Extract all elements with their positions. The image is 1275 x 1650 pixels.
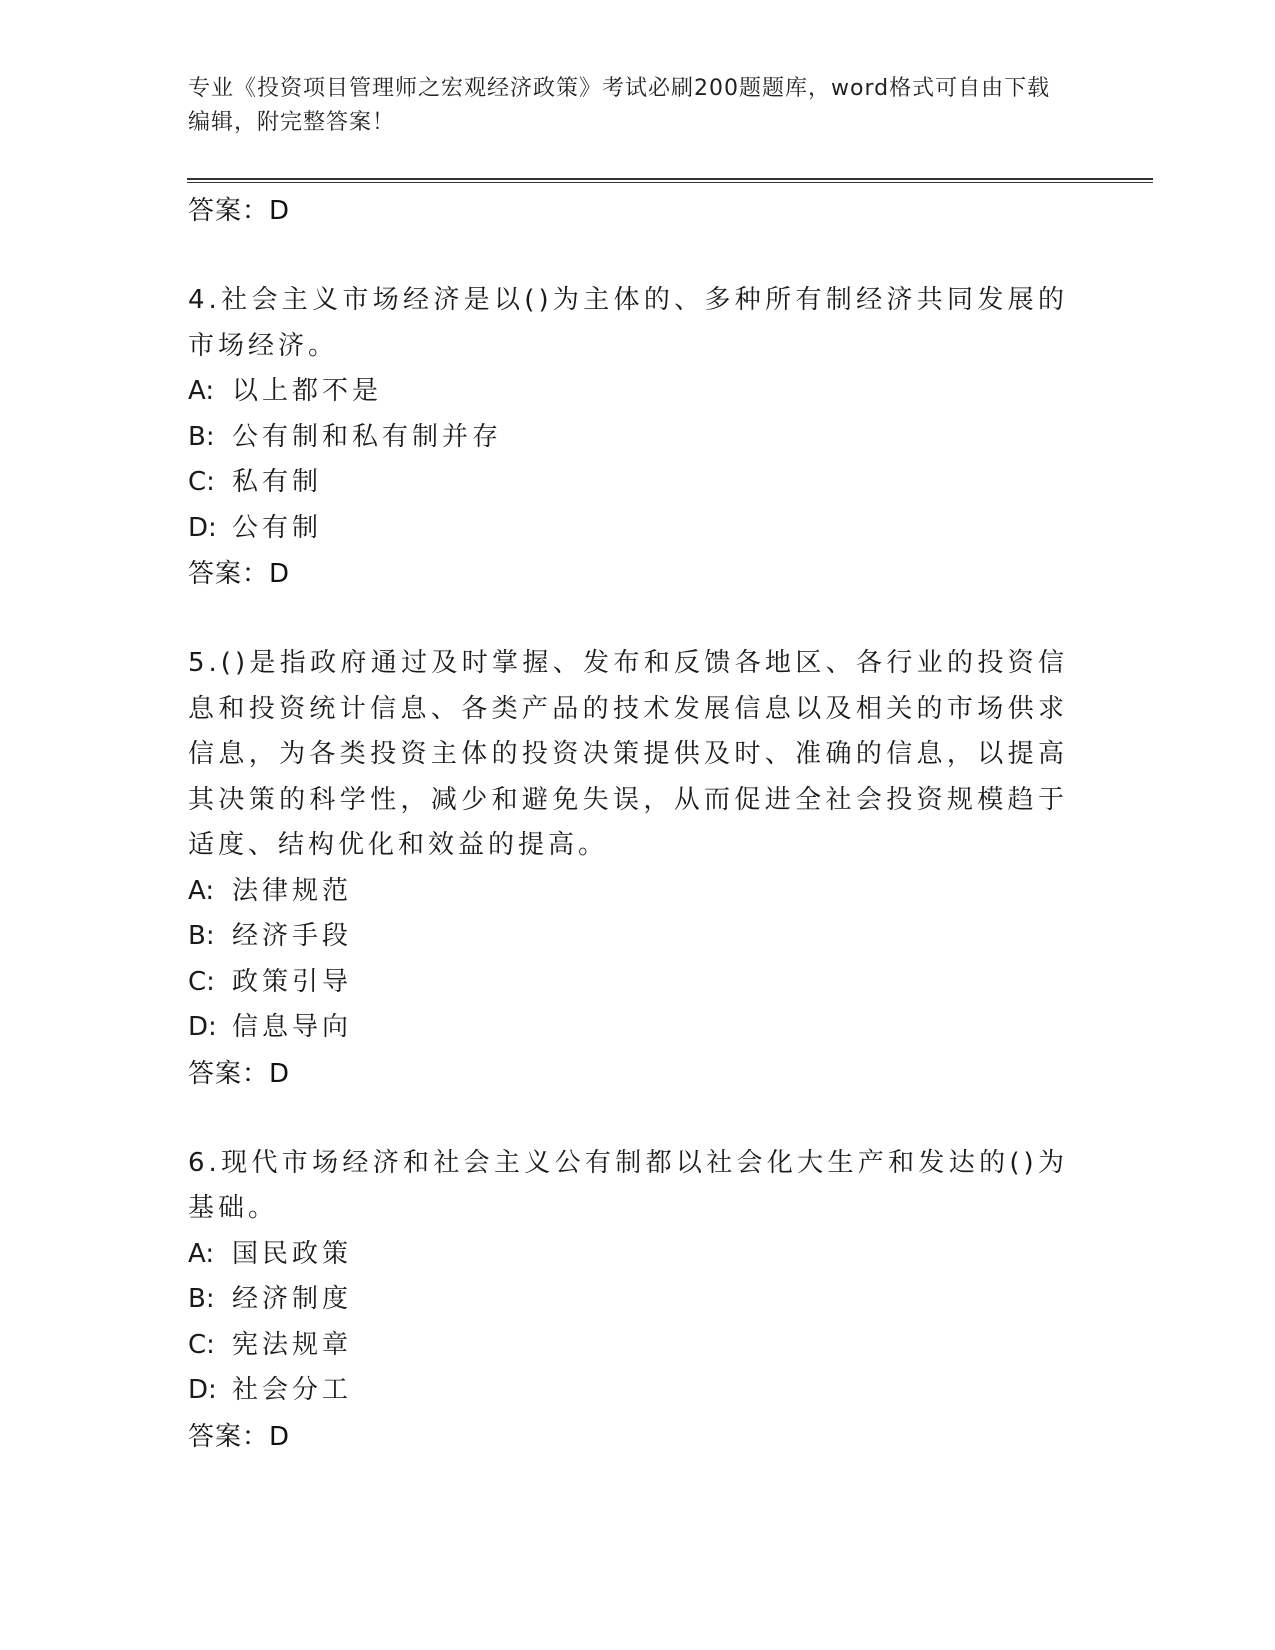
option-key: C:: [188, 1329, 215, 1360]
option-b: [188, 914, 1068, 960]
option-a: [188, 1232, 1068, 1278]
option-key: A:: [188, 875, 215, 906]
previous-answer: 答案：D: [188, 196, 291, 226]
option-value: 宪法规章: [232, 1329, 353, 1360]
option-d: [188, 506, 1068, 552]
option-b: [188, 415, 1068, 461]
option-value: 信息导向: [232, 1012, 353, 1042]
option-key: D:: [188, 1012, 217, 1042]
document-body: [188, 188, 1068, 1460]
option-key: B:: [188, 1284, 215, 1314]
question-5: [188, 641, 1068, 1097]
option-a: [188, 869, 1068, 915]
option-b: [188, 1277, 1068, 1323]
option-value: 公有制和私有制并存: [232, 421, 503, 452]
option-key: C:: [188, 467, 215, 497]
option-key: C:: [188, 966, 215, 997]
option-value: 社会分工: [232, 1375, 353, 1405]
option-key: B:: [188, 921, 215, 951]
answer: 答案：D: [188, 1058, 291, 1089]
option-value: 公有制: [232, 512, 323, 543]
option-key: B:: [188, 421, 215, 452]
option-value: 以上都不是: [232, 376, 383, 406]
option-value: 国民政策: [232, 1238, 353, 1269]
option-a: [188, 369, 1068, 415]
header-divider: [187, 178, 1153, 183]
option-c: [188, 960, 1068, 1006]
option-key: A:: [188, 376, 215, 406]
answer: 答案：D: [188, 1421, 291, 1452]
option-key: A:: [188, 1238, 215, 1269]
option-d: [188, 1368, 1068, 1414]
option-key: D:: [188, 1375, 217, 1405]
option-value: 私有制: [232, 467, 323, 497]
option-d: [188, 1005, 1068, 1051]
option-c: [188, 1323, 1068, 1369]
option-c: [188, 460, 1068, 506]
option-value: 经济手段: [232, 921, 353, 951]
question-text: 4.社会主义市场经济是以()为主体的、多种所有制经济共同发展的市场经济。: [188, 285, 1068, 361]
question-6: [188, 1141, 1068, 1460]
option-value: 政策引导: [232, 966, 353, 997]
answer: 答案：D: [188, 559, 291, 589]
option-value: 经济制度: [232, 1284, 353, 1314]
option-key: D:: [188, 512, 217, 543]
question-text: 6.现代市场经济和社会主义公有制都以社会化大生产和发达的()为基础。: [188, 1147, 1068, 1223]
question-text: 5.()是指政府通过及时掌握、发布和反馈各地区、各行业的投资信息和投资统计信息、各类产品的技术发展信息以及相关的市场供求信息，为各类投资主体的投资决策提供及时、准确的信息，以提高其决策的科学性，减少和避免失误，从而促进全社会投资规模趋于适度、结构优化和效益的提高。: [188, 648, 1068, 860]
page-header: 专业《投资项目管理师之宏观经济政策》考试必刷200题题库，word格式可自由下载编辑，附完整答案！: [188, 76, 1051, 135]
question-4: [188, 278, 1068, 597]
option-value: 法律规范: [232, 875, 353, 906]
